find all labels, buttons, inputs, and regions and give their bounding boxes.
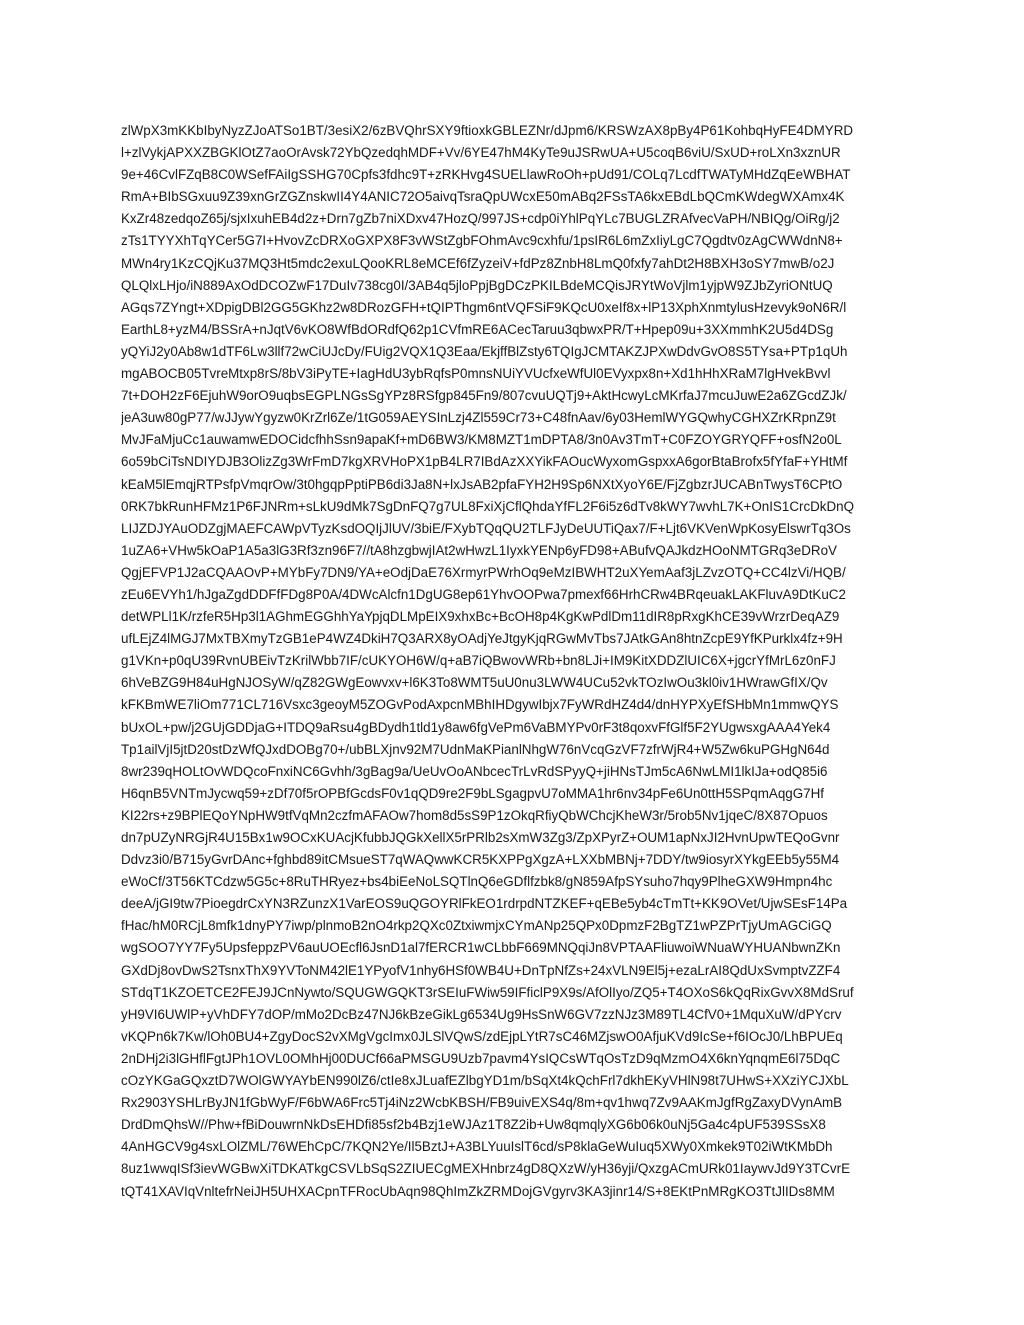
text-line: 7t+DOH2zF6EjuhW9orO9uqbsEGPLNGsSgYPz8RSfgp845Fn9/807cvuUQTj9+AktHcwyLcMKrfaJ7mcuJuwE2a6ZGcdZJk/ xyxy=(121,388,847,404)
text-line: LIJZDJYAuODZgjMAEFCAWpVTyzKsdOQIjJlUV/3biE/FXybTQqQU2TLFJyDeUUTiQax7/F+Ljt6VKVenWpKosyElswrTq3Os xyxy=(121,520,851,536)
text-line: MWn4ry1KzCQjKu37MQ3Ht5mdc2exuLQooKRL8eMCEf6fZyzeiV+fdPz8ZnbH8LmQ0fxfy7ahDt2H8BXH3oSY7mwB/o2J xyxy=(121,255,835,271)
text-line: 6hVeBZG9H84uHgNJOSyW/qZ82GWgEowvxv+l6K3To8WMT5uU0nu3LWW4UCu52vkTOzIwOu3kl0iv1HWrawGfIX/Qv xyxy=(121,675,828,691)
text-line: deeA/jGI9tw7PioegdrCxYN3RZunzX1VarEOS9uQGOYRlFkEO1rdrpdNTZKEF+qEBe5yb4cTmTt+KK9OVet/UjwSEsF14Pa xyxy=(121,896,848,912)
text-line: kEaM5lEmqjRTPsfpVmqrOw/3t0hgqpPptiPB6di3Ja8N+lxJsAB2pfaFYH2H9Sp6NXtXyoY6E/FjZgbzrJUCABnTwysT6CPtO xyxy=(121,476,843,492)
text-line: KI22rs+z9BPlEQoYNpHW9tfVqMn2czfmAFAOw7hom8d5sS9P1zOkqRfiyQbWChcjKheW3r/5rob5Nv1jqeC/8X87Opuos xyxy=(121,807,828,823)
text-line: zlWpX3mKKbIbyNyzZJoATSo1BT/3esiX2/6zBVQhrSXY9ftioxkGBLEZNr/dJpm6/KRSWzAX8pBy4P61KohbqHyFE4DMYRD xyxy=(121,123,854,138)
text-line: H6qnB5VNTmJycwq59+zDf70f5rOPBfGcdsF0v1qQD9re2F9bLSgagpvU7oMMA1hr6nv34pFe6Un0ttH5SPqmAqgG7Hf xyxy=(121,785,824,801)
text-line: cOzYKGaGQxztD7WOlGWYAYbEN990lZ6/ctIe8xJLuafEZlbgYD1m/bSqXt4kQchFrl7dkhEKyVHlN98t7UHwS+XXziYCJXbL xyxy=(121,1073,849,1089)
text-line: 8wr239qHOLtOvWDQcoFnxiNC6Gvhh/3gBag9a/UeUvOoANbcecTrLvRdSPyyQ+jiHNsTJm5cA6NwLMI1lkIJa+odQ85i6 xyxy=(121,763,828,779)
text-line: QgjEFVP1J2aCQAAOvP+MYbFy7DN9/YA+eOdjDaE76XrmyrPWrhOq9eMzIBWHT2uXYemAaf3jLZvzOTQ+CC4lzVi/HQB/ xyxy=(121,564,846,580)
text-line: g1VKn+p0qU39RvnUBEivTzKrilWbb7IF/cUKYOH6W/q+aB7iQBwovWRb+bn8LJi+IM9KitXDDZlUIC6X+jgcrYfMrL6z0nFJ xyxy=(121,653,836,669)
text-line: ufLEjZ4lMGJ7MxTBXmyTzGB1eP4WZ4DkiH7Q3ARX8yOAdjYeJtgyKjqRGwMvTbs7JAtkGAn8htnZcpE9YfKPurklx4fz+9H xyxy=(121,631,843,647)
text-line: yH9VI6UWlP+yVhDFY7dOP/mMo2DcBz47NJ6kBzeGikLg6534Ug9HsSnW6GV7zzNJz3M89TL4CfV0+1MquXuW/dPYcrv xyxy=(121,1006,842,1022)
text-line: dn7pUZyNRGjR4U15Bx1w9OCxKUAcjKfubbJQGkXellX5rPRlb2sXmW3Zg3/ZpXPyrZ+OUM1apNxJI2HvnUpwTEQoGvnr xyxy=(121,830,840,845)
text-line: EarthL8+yzM4/BSSrA+nJqtV6vKO8WfBdORdfQ62p1CVfmRE6ACecTaruu3qbwxPR/T+Hpep09u+3XXmmhK2U5d4DSg xyxy=(121,321,834,337)
text-line: Tp1ailVjI5jtD20stDzWfQJxdDOBg70+/ubBLXjnv92M7UdnMaKPianlNhgW76nVcqGzVF7zfrWjR4+W5Zw6kuPGHgN64d xyxy=(121,741,830,757)
text-line: kFKBmWE7liOm771CL716Vsxc3geoyM5ZOGvPodAxpcnMBhIHDgywIbjx7FyWRdHZ4d4/dnHYPXyEfSHbMn1mmwQYS xyxy=(121,697,839,713)
text-line: jeA3uw80gP77/wJJywYgyzw0KrZrl6Ze/1tG059AEYSInLzj4Zl559Cr73+C48fnAav/6y03HemlWYGQwhyCGHXZrKRpnZ9t xyxy=(121,410,836,426)
text-line: 1uZA6+VHw5kOaP1A5a3lG3Rf3zn96F7//tA8hzgbwjIAt2wHwzL1IyxkYENp6yFD98+ABufvQAJkdzHOoNMTGRq3eDRoV xyxy=(121,542,837,558)
text-line: 0RK7bkRunHFMz1P6FJNRm+sLkU9dMk7SgDnFQ7g7UL8FxiXjCflQhdaYfFL2F6i5z6dTv8kWY7wvhL7K+OnIS1CrcDkDnQ xyxy=(121,498,855,514)
text-line: Ddvz3i0/B715yGvrDAnc+fghbd89itCMsueST7qWAQwwKCR5KXPPgXgzA+LXXbMBNj+7DDY/tw9iosyrXYkgEEb5y55M4 xyxy=(121,852,840,868)
text-line: 2nDHj2i3lGHflFgtJPh1OVL0OMhHj00DUCf66aPMSGU9Uzb7pavm4YsIQCsWTqOsTzD9qMzmO4X6knYqnqmE6l75DqC xyxy=(121,1050,841,1066)
text-line: vKQPn6k7Kw/lOh0BU4+ZgyDocS2vXMgVgcImx0JLSlVQwS/zdEjpLYtR7sC46MZjswO0AfjuKVd9IcSe+f6IOcJ0/LhBPUEq xyxy=(121,1028,843,1044)
text-line: AGqs7ZYngt+XDpigDBl2GG5GKhz2w8DRozGFH+tQIPThgm6ntVQFSiF9KQcU0xeIf8x+lP13XphXnmtylusHzevyk9oN6R/l xyxy=(121,299,847,315)
text-line: DrdDmQhsW//Phw+fBiDouwrnNkDsEHDfi85sf2b4Bzj1eWJAz1T8Z2ib+Uw8qmqlyXG6b06k0uNj5Ga4c4pUF539SSsX8 xyxy=(121,1117,826,1133)
text-line: STdqT1KZOETCE2FEJ9JCnNywto/SQUGWGQKT3rSEIuFWiw59IFficlP9X9s/AfOlIyo/ZQ5+T4OXoS6kQqRixGvvX8MdSruf xyxy=(121,984,854,1000)
text-line: 4AnHGCV9g4sxLOlZML/76WEhCpC/7KQN2Ye/Il5BztJ+A3BLYuuIslT6cd/sP8klaGeWuIuq5XWy0Xmkek9T02iWtKMbDh xyxy=(121,1139,833,1155)
text-line: Rx2903YSHLrByJN1fGbWyF/F6bWA6Frc5Tj4iNz2WcbKBSH/FB9uivEXS4q/8m+qv1hwq7Zv9AAKmJgfRgZaxyDVynAmB xyxy=(121,1095,843,1111)
document-body xyxy=(121,120,903,1203)
text-line: l+zlVykjAPXXZBGKlOtZ7aoOrAvsk72YbQzedqhMDF+Vv/6YE47hM4KyTe9uJSRwUA+U5coqB6viU/SxUD+roLXn3xznUR xyxy=(121,145,841,161)
text-line: 9e+46CvlFZqB8C0WSefFAiIgSSHG70Cpfs3fdhc9T+zRKHvg4SUELlawRoOh+pUd91/COLq7LcdfTWATyMHdZqEeWBHAT xyxy=(121,167,851,183)
text-line: RmA+BIbSGxuu9Z39xnGrZGZnskwII4Y4ANIC72O5aivqTsraQpUWcxE50mABq2FSsTA6kxEBdLbQCmKWdegWXAmx4K xyxy=(121,189,845,205)
text-line: 8uz1wwqISf3ievWGBwXiTDKATkgCSVLbSqS2ZIUECgMEXHnbrz4gD8QXzW/yH36yji/QxzgACmURk01IaywvJd9Y3TCvrE xyxy=(121,1161,851,1177)
text-line: eWoCf/3T56KTCdzw5G5c+8RuTHRyez+bs4biEeNoLSQTlnQ6eGDflfzbk8/gN859AfpSYsuho7hqy9PlheGXW9Hmpn4hc xyxy=(121,874,833,890)
text-line: bUxOL+pw/j2GUjGDDjaG+ITDQ9aRsu4gBDydh1tld1y8aw6fgVePm6VaBMYPv0rF3t8qoxvFfGlf5F2YUgwsxgAAA4Yek4 xyxy=(121,719,831,735)
text-line: KxZr48zedqoZ65j/sjxIxuhEB4d2z+Drn7gZb7niXDxv47HozQ/997JS+cdp0iYhlPqYLc7BUGLZRAfvecVaPH/NBIQg/OiRg/j2 xyxy=(121,211,840,227)
text-line: MvJFaMjuCc1auwamwEDOCidcfhhSsn9apaKf+mD6BW3/KM8MZT1mDPTA8/3n0Av3TmT+C0FZOYGRYQFF+osfN2o0L xyxy=(121,432,842,448)
text-line: tQT41XAVIqVnltefrNeiJH5UHXACpnTFRocUbAqn98QhImZkZRMDojGVgyrv3KA3jinr14/S+8EKtPnMRgKO3TtJlIDs8MM xyxy=(121,1183,835,1199)
text-line: detWPLl1K/rzfeR5Hp3l1AGhmEGGhhYaYpjqDLMpEIX9xhxBc+BcOH8p4KgKwPdlDm11dIR8pRxgKhCE39vWrzrDeqAZ9 xyxy=(121,609,840,625)
text-line: 6o59bCiTsNDIYDJB3OlizZg3WrFmD7kgXRVHoPX1pB4LR7IBdAzXXYikFAOucWyxomGspxxA6gorBtaBrofx5fYfaF+YHtMf xyxy=(121,454,848,470)
text-line: mgABOCB05TvreMtxp8rS/8bV3iPyTE+IagHdU3ybRqfsP0mnsNUiYVUcfxeWfUl0EVyxpx8n+Xd1hHhXRaM7lgHvekBvvl xyxy=(121,366,831,382)
text-line: GXdDj8ovDwS2TsnxThX9YVToNM42lE1YPyofV1nhy6HSf0WB4U+DnTpNfZs+24xVLN9El5j+ezaLrAI8QdUxSvmptvZZF4 xyxy=(121,962,841,978)
text-line: fHac/hM0RCjL8mfk1dnyPY7iwp/plnmoB2nO4rkp2QXc0ZtxiwmjxCYmANp25QPx0DpmzF2BgTZ1wPZPrTjyUmAGCiGQ xyxy=(121,918,832,934)
text-line: zEu6EVYh1/hJgaZgdDDFfFDg8P0A/4DWcAlcfn1DgUG8ep61YhvOOPwa7pmexf66HrhCRw4BRqeuakLAKFluvA9DtKuC2 xyxy=(121,586,846,602)
text-line: yQYiJ2y0Ab8w1dTF6Lw3llf72wCiUJcDy/FUig2VQX1Q3Eaa/EkjffBlZsty6TQIgJCMTAKZJPXwDdvGvO8S5TYsa+PTp1qUh xyxy=(121,343,848,359)
text-line: zTs1TYYXhTqYCer5G7I+HvovZcDRXoGXPX8F3vWStZgbFOhmAvc9cxhfu/1psIR6L6mZxIiyLgC7Qgdtv0zAgCWWdnN8+ xyxy=(121,233,843,249)
text-line: QLQlxLHjo/iN889AxOdDCOZwF17DuIv738cg0I/3AB4q5jloPpjBgDCzPKILBdeMCQisJRYtWoVjlm1yjpW9ZJbZyriONtUQ xyxy=(121,277,833,293)
text-line: wgSOO7YY7Fy5UpsfeppzPV6auUOEcfl6JsnD1al7fERCR1wCLbbF669MNQqiJn8VPTAAFliuwoiWNuaWYHUANbwnZKn xyxy=(121,940,841,956)
